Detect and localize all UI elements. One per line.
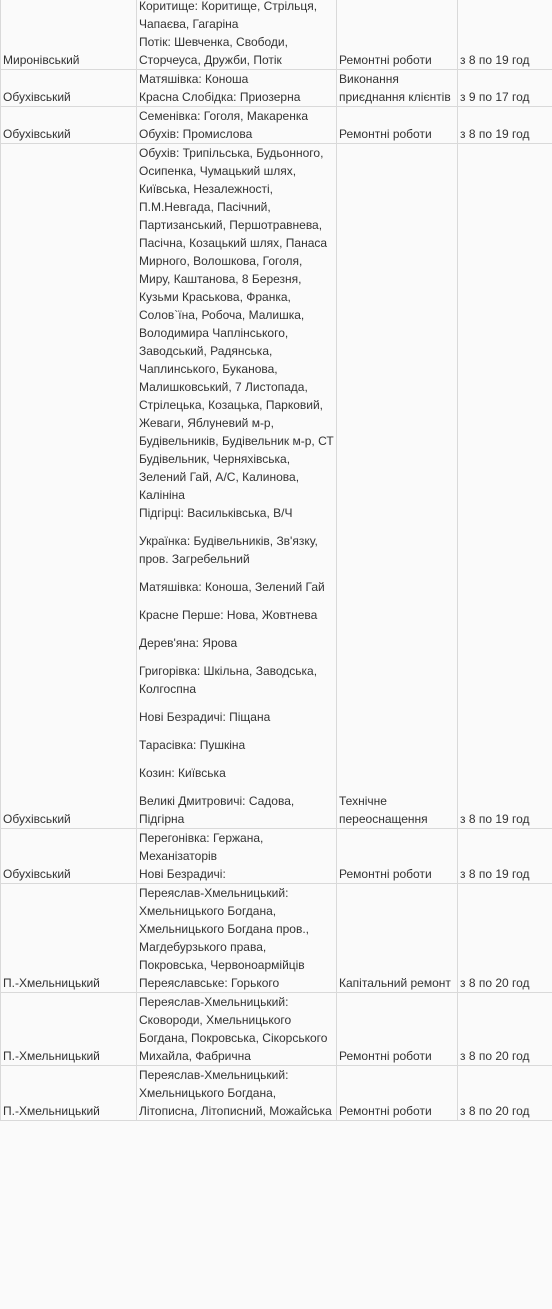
time-cell: з 8 по 20 год — [458, 884, 552, 993]
time-cell: з 8 по 19 год — [458, 107, 552, 144]
table-row — [1, 829, 552, 884]
address-entry: Коритище: Коритище, Стрільця, Чапаєва, Гагаріна — [139, 0, 318, 31]
address-entry: Дерев'яна: Ярова — [139, 636, 238, 650]
work-type-cell: Капітальний ремонт — [337, 884, 458, 993]
table-row — [1, 107, 552, 144]
address-entry: Українка: Будівельників, Зв'язку, пров. Загребельний — [139, 534, 318, 566]
address-entry: Переяслав-Хмельницький: Хмельницького Богдана, Хмельницького Богдана пров., Магдебурзького права, Покровська, Червоноармійців — [139, 886, 310, 972]
work-type-cell: Технічне переоснащення — [337, 144, 458, 829]
table-row — [1, 993, 552, 1066]
address-entry: Обухів: Промислова — [139, 127, 253, 141]
address-entry: Матяшівка: Коноша — [139, 72, 249, 86]
addresses-cell — [137, 1066, 337, 1121]
work-type-cell: Ремонтні роботи — [337, 993, 458, 1066]
district-cell: П.-Хмельницький — [1, 993, 137, 1066]
address-entry: Матяшівка: Коноша, Зелений Гай — [139, 580, 325, 594]
address-entry: Нові Безрадичі: — [139, 867, 226, 881]
table-row — [1, 884, 552, 993]
time-cell: з 8 по 20 год — [458, 993, 552, 1066]
work-type-cell: Ремонтні роботи — [337, 1066, 458, 1121]
address-entry: Козин: Київська — [139, 766, 226, 780]
addresses-cell — [137, 144, 337, 829]
time-cell: з 8 по 19 год — [458, 144, 552, 829]
address-entry: Семенівка: Гоголя, Макаренка — [139, 109, 309, 123]
table-row — [1, 0, 552, 70]
table-row — [1, 70, 552, 107]
addresses-cell — [137, 0, 337, 70]
address-entry: Перегонівка: Гержана, Механізаторів — [139, 831, 264, 863]
address-entry: Красне Перше: Нова, Жовтнева — [139, 608, 318, 622]
address-entry: Обухів: Трипільська, Будьонного, Осипенка, Чумацький шлях, Київська, Незалежності, П.М.Невгада, Пасічний, Партизанський, Першотравнева, Пасічна, Козацький шлях, Панаса Мирного, Волошкова, Гоголя, Миру, Каштанова, 8 Березня, Кузьми Краськова, Франка, Солов`їна, Робоча, Малишка, Володимира Чаплінського, Заводський, Радянська, Чаплинського, Буканова, Малишковський, 7 Листопада, Стрілецька, Козацька, Парковий, Жеваги, Яблуневий м-р, Будівельників, Будівельник м-р, СТ Будівельник, Черняхівська, Зелений Гай, А/С, Калинова, Калініна Підгірці: Васильківська, В/Ч — [139, 146, 334, 520]
addresses-cell — [137, 993, 337, 1066]
address-entry: Переяслав-Хмельницький: Сковороди, Хмельницького Богдана, Покровська, Сікорського Михайла, Фабрична — [139, 995, 328, 1063]
address-entry: Тарасівка: Пушкіна — [139, 738, 246, 752]
district-cell: Обухівський — [1, 70, 137, 107]
addresses-cell — [137, 829, 337, 884]
address-entry: Переяславське: Горького — [139, 976, 280, 990]
addresses-cell — [137, 107, 337, 144]
addresses-cell — [137, 884, 337, 993]
district-cell: Обухівський — [1, 144, 137, 829]
work-type-cell: Ремонтні роботи — [337, 0, 458, 70]
time-cell: з 8 по 19 год — [458, 0, 552, 70]
district-cell: П.-Хмельницький — [1, 884, 137, 993]
address-entry: Григорівка: Шкільна, Заводська, Колгоспна — [139, 664, 318, 696]
address-entry: Нові Безрадичі: Піщана — [139, 710, 271, 724]
district-cell: П.-Хмельницький — [1, 1066, 137, 1121]
addresses-cell — [137, 70, 337, 107]
address-entry: Великі Дмитровичі: Садова, Підгірна — [139, 794, 295, 826]
time-cell: з 8 по 19 год — [458, 829, 552, 884]
district-cell: Миронівський — [1, 0, 137, 70]
work-type-cell: Ремонтні роботи — [337, 829, 458, 884]
time-cell: з 8 по 20 год — [458, 1066, 552, 1121]
district-cell: Обухівський — [1, 107, 137, 144]
table-row — [1, 1066, 552, 1121]
address-entry: Потік: Шевченка, Свободи, Сторчеуса, Дружби, Потік — [139, 35, 288, 67]
outages-table-body — [1, 0, 552, 1121]
address-entry: Переяслав-Хмельницький: Хмельницького Богдана, Літописна, Літописний, Можайська — [139, 1068, 332, 1118]
address-entry: Красна Слобідка: Приозерна — [139, 90, 301, 104]
work-type-cell: Виконання приєднання клієнтів — [337, 70, 458, 107]
table-row — [1, 144, 552, 829]
district-cell: Обухівський — [1, 829, 137, 884]
work-type-cell: Ремонтні роботи — [337, 107, 458, 144]
time-cell: з 9 по 17 год — [458, 70, 552, 107]
